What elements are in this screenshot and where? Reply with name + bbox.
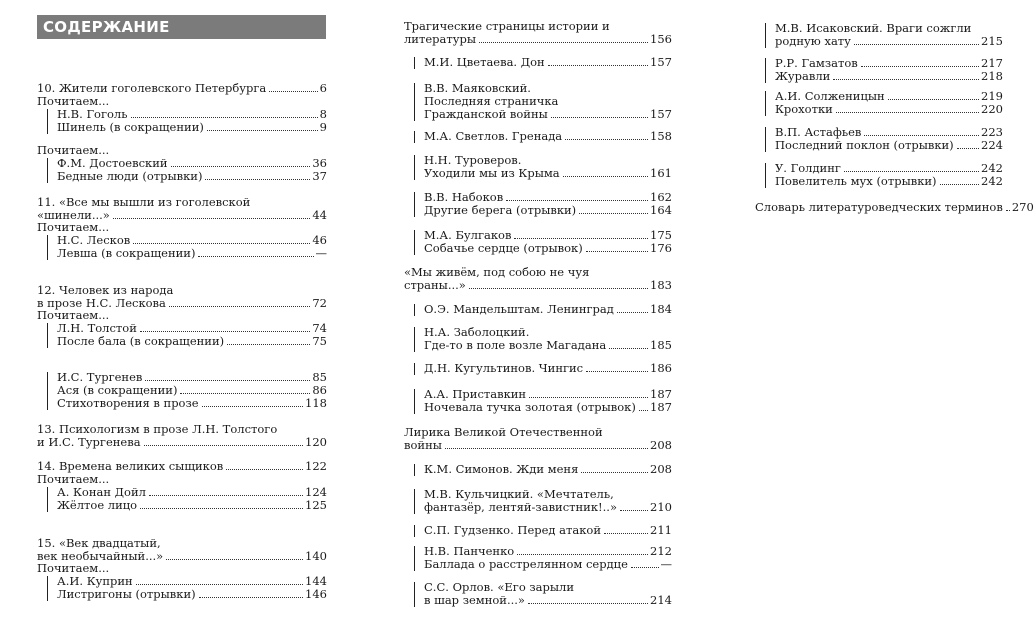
margin-bar bbox=[47, 158, 48, 183]
page-number: 162 bbox=[650, 190, 672, 204]
page-number: 176 bbox=[650, 241, 672, 255]
dot-leader bbox=[586, 251, 648, 252]
page-number: 157 bbox=[650, 107, 672, 121]
toc-entry-title: У. Голдинг bbox=[775, 161, 841, 175]
dot-leader bbox=[639, 410, 648, 411]
page-number: 44 bbox=[312, 208, 327, 222]
dot-leader bbox=[836, 112, 979, 113]
page-number: 175 bbox=[650, 228, 672, 242]
dot-leader bbox=[609, 348, 648, 349]
margin-bar bbox=[47, 576, 48, 601]
toc-entry bbox=[37, 537, 327, 563]
page-number: 37 bbox=[312, 169, 327, 183]
toc-entry bbox=[37, 157, 327, 183]
toc-entry-title: Собачье сердце (отрывок) bbox=[424, 241, 583, 255]
toc-entry-title: А.И. Куприн bbox=[57, 574, 133, 588]
page-title: СОДЕРЖАНИЕ bbox=[37, 15, 326, 39]
dot-leader bbox=[565, 139, 648, 140]
page-number: 242 bbox=[981, 161, 1003, 175]
toc-entry-title: С.П. Гудзенко. Перед атакой bbox=[424, 523, 602, 537]
toc-entry bbox=[37, 322, 327, 348]
dot-leader bbox=[529, 397, 648, 398]
dot-leader bbox=[445, 448, 648, 449]
dot-leader bbox=[144, 445, 304, 446]
toc-entry bbox=[404, 20, 672, 46]
dot-leader bbox=[140, 508, 303, 509]
toc-entry-title: 12. Человек из народа bbox=[37, 283, 174, 297]
margin-bar bbox=[765, 23, 766, 48]
page-number: 211 bbox=[650, 523, 672, 537]
toc-entry bbox=[755, 126, 1003, 152]
page-number: 224 bbox=[981, 138, 1003, 152]
page-number: 72 bbox=[312, 296, 327, 310]
toc-line bbox=[404, 463, 672, 476]
toc-entry-title: М.А. Светлов. Гренада bbox=[424, 129, 563, 143]
page-number: 156 bbox=[650, 32, 672, 46]
page-number: 210 bbox=[650, 500, 672, 514]
toc-line bbox=[404, 594, 672, 607]
toc-entry-title: Шинель (в сокращении) bbox=[57, 120, 204, 134]
dot-leader bbox=[133, 243, 310, 244]
page-number: 118 bbox=[305, 396, 327, 410]
toc-entry-title: страны...» bbox=[404, 278, 466, 292]
toc-entry-title: «шинели...» bbox=[37, 208, 110, 222]
page-number: 186 bbox=[650, 361, 672, 375]
dot-leader bbox=[226, 469, 303, 470]
toc-line bbox=[37, 170, 327, 183]
toc-entry-title: 10. Жители гоголевского Петербурга bbox=[37, 81, 267, 95]
margin-bar bbox=[414, 230, 415, 255]
margin-bar bbox=[414, 525, 415, 537]
margin-bar bbox=[414, 546, 415, 571]
margin-bar bbox=[414, 389, 415, 414]
toc-entry-title: Левша (в сокращении) bbox=[57, 246, 196, 260]
toc-entry bbox=[37, 196, 327, 222]
toc-entry-title: «Мы живём, под собою не чуя bbox=[404, 265, 590, 279]
margin-bar bbox=[414, 489, 415, 514]
toc-entry-title: В.П. Астафьев bbox=[775, 125, 862, 139]
toc-entry-title: О.Э. Мандельштам. Ленинград bbox=[424, 302, 614, 316]
toc-line bbox=[755, 200, 1034, 214]
page-number: 217 bbox=[981, 56, 1003, 70]
page-number: 86 bbox=[312, 383, 327, 397]
toc-line bbox=[37, 436, 327, 449]
toc-entry-title: С.С. Орлов. «Его зарыли bbox=[424, 580, 575, 594]
page-number: 220 bbox=[981, 102, 1003, 116]
section-label: Почитаем... bbox=[37, 472, 110, 486]
toc-line bbox=[404, 339, 672, 352]
toc-entry bbox=[404, 56, 672, 69]
page-number: 124 bbox=[305, 485, 327, 499]
page-number: 218 bbox=[981, 69, 1003, 83]
toc-entry-title: Баллада о расстрелянном сердце bbox=[424, 557, 628, 571]
toc-entry-title: М.А. Булгаков bbox=[424, 228, 512, 242]
dot-leader bbox=[171, 166, 311, 167]
section-label: Почитаем... bbox=[37, 143, 110, 157]
section-label: Почитаем... bbox=[37, 561, 110, 575]
toc-entry-title: К.М. Симонов. Жди меня bbox=[424, 462, 579, 476]
toc-entry-title: Н.В. Панченко bbox=[424, 544, 515, 558]
toc-line bbox=[37, 335, 327, 348]
dot-leader bbox=[548, 65, 648, 66]
toc-line bbox=[37, 397, 327, 410]
page-number: 164 bbox=[650, 203, 672, 217]
margin-bar bbox=[414, 57, 415, 69]
toc-entry bbox=[404, 303, 672, 316]
dot-leader bbox=[517, 554, 648, 555]
page-number: 187 bbox=[650, 387, 672, 401]
toc-entry-title: 14. Времена великих сыщиков bbox=[37, 459, 224, 473]
toc-entry-title: век необычайный...» bbox=[37, 549, 164, 563]
toc-entry bbox=[404, 154, 672, 180]
toc-entry bbox=[37, 575, 327, 601]
toc-entry bbox=[404, 326, 672, 352]
toc-line bbox=[404, 33, 672, 46]
margin-bar bbox=[765, 91, 766, 116]
toc-line bbox=[404, 108, 672, 121]
toc-entry-title: Другие берега (отрывки) bbox=[424, 203, 577, 217]
page-number: 223 bbox=[981, 125, 1003, 139]
dot-leader bbox=[888, 99, 979, 100]
dot-leader bbox=[586, 371, 648, 372]
toc-line bbox=[404, 362, 672, 375]
section-label: Почитаем... bbox=[37, 220, 110, 234]
toc-entry bbox=[755, 200, 1034, 214]
dot-leader bbox=[563, 176, 648, 177]
toc-line bbox=[404, 524, 672, 537]
toc-entry-title: Трагические страницы истории и bbox=[404, 19, 610, 33]
page-number: 36 bbox=[312, 156, 327, 170]
toc-entry-title: Повелитель мух (отрывки) bbox=[775, 174, 937, 188]
dot-leader bbox=[581, 472, 648, 473]
margin-bar bbox=[414, 582, 415, 607]
dot-leader bbox=[149, 495, 303, 496]
page-number: 214 bbox=[650, 593, 672, 607]
toc-line bbox=[404, 204, 672, 217]
toc-entry-title: В.В. Набоков bbox=[424, 190, 504, 204]
page-number: 125 bbox=[305, 498, 327, 512]
margin-bar bbox=[47, 323, 48, 348]
margin-bar bbox=[414, 327, 415, 352]
page-number: 144 bbox=[305, 574, 327, 588]
toc-line bbox=[755, 70, 1003, 83]
page-number: 74 bbox=[312, 321, 327, 335]
dot-leader bbox=[166, 559, 303, 560]
dot-leader bbox=[269, 91, 317, 92]
toc-entry-title: М.В. Кульчицкий. «Мечтатель, bbox=[424, 487, 614, 501]
margin-bar bbox=[765, 163, 766, 188]
toc-entry-title: Листригоны (отрывки) bbox=[57, 587, 196, 601]
dot-leader bbox=[479, 42, 648, 43]
toc-entry-title: родную хату bbox=[775, 34, 851, 48]
toc-entry-title: И.С. Тургенев bbox=[57, 370, 143, 384]
section-label: Почитаем... bbox=[37, 94, 110, 108]
toc-entry-title: 11. «Все мы вышли из гоголевской bbox=[37, 195, 251, 209]
toc-entry bbox=[404, 82, 672, 121]
margin-bar bbox=[414, 464, 415, 476]
toc-entry-title: 13. Психологизм в прозе Л.Н. Толстого bbox=[37, 422, 278, 436]
toc-entry-title: Н.Н. Туроверов. bbox=[424, 153, 522, 167]
toc-line bbox=[404, 279, 672, 292]
toc-line bbox=[404, 303, 672, 316]
toc-entry-title: 15. «Век двадцатый, bbox=[37, 536, 161, 550]
dot-leader bbox=[833, 79, 979, 80]
toc-line bbox=[404, 167, 672, 180]
toc-entry-title: Ночевала тучка золотая (отрывок) bbox=[424, 400, 636, 414]
dot-leader bbox=[579, 213, 648, 214]
toc-entry bbox=[755, 57, 1003, 83]
dot-leader bbox=[469, 288, 648, 289]
dot-leader bbox=[844, 171, 979, 172]
toc-line bbox=[404, 439, 672, 452]
page-number: 242 bbox=[981, 174, 1003, 188]
margin-bar bbox=[414, 131, 415, 143]
toc-entry-title: Н.С. Лесков bbox=[57, 233, 131, 247]
toc-line bbox=[404, 242, 672, 255]
page-number: 270 bbox=[1011, 200, 1034, 214]
toc-line bbox=[404, 501, 672, 514]
page-number: 184 bbox=[650, 302, 672, 316]
toc-entry bbox=[404, 488, 672, 514]
toc-entry bbox=[404, 463, 672, 476]
page-number: — bbox=[315, 246, 327, 260]
toc-line bbox=[37, 588, 327, 601]
dot-leader bbox=[864, 135, 979, 136]
dot-leader bbox=[514, 238, 648, 239]
toc-entry bbox=[755, 90, 1003, 116]
margin-bar bbox=[47, 235, 48, 260]
margin-bar bbox=[414, 83, 415, 121]
dot-leader bbox=[854, 44, 979, 45]
toc-entry-title: литературы bbox=[404, 32, 476, 46]
toc-entry bbox=[404, 545, 672, 571]
toc-entry-title: Последняя страничка bbox=[424, 94, 559, 108]
toc-entry-title: и И.С. Тургенева bbox=[37, 435, 141, 449]
dot-leader bbox=[227, 344, 310, 345]
toc-entry bbox=[404, 426, 672, 452]
toc-entry-title: Журавли bbox=[775, 69, 831, 83]
toc-entry-title: М.И. Цветаева. Дон bbox=[424, 55, 545, 69]
toc-entry bbox=[404, 130, 672, 143]
dot-leader bbox=[145, 380, 310, 381]
toc-entry bbox=[404, 229, 672, 255]
toc-entry bbox=[404, 388, 672, 414]
toc-entry-title: А.А. Приставкин bbox=[424, 387, 527, 401]
toc-entry-title: Последний поклон (отрывки) bbox=[775, 138, 954, 152]
page-number: 208 bbox=[650, 462, 672, 476]
dot-leader bbox=[205, 179, 310, 180]
dot-leader bbox=[940, 184, 980, 185]
dot-leader bbox=[113, 218, 311, 219]
toc-line bbox=[404, 401, 672, 414]
toc-line bbox=[37, 247, 327, 260]
toc-entry bbox=[37, 284, 327, 310]
margin-bar bbox=[765, 127, 766, 152]
toc-entry-title: Р.Р. Гамзатов bbox=[775, 56, 858, 70]
dot-leader bbox=[136, 584, 303, 585]
page-number: 208 bbox=[650, 438, 672, 452]
margin-bar bbox=[47, 372, 48, 410]
dot-leader bbox=[957, 148, 979, 149]
toc-entry-title: М.В. Исаковский. Враги сожгли bbox=[775, 21, 972, 35]
dot-leader bbox=[198, 256, 313, 257]
dot-leader bbox=[617, 312, 648, 313]
page-number: 46 bbox=[312, 233, 327, 247]
page-number: 183 bbox=[650, 278, 672, 292]
dot-leader bbox=[199, 597, 303, 598]
page-number: 85 bbox=[312, 370, 327, 384]
toc-entry-title: Д.Н. Кугультинов. Чингис bbox=[424, 361, 584, 375]
toc-entry-title: Где-то в поле возле Магадана bbox=[424, 338, 607, 352]
margin-bar bbox=[47, 109, 48, 134]
toc-entry bbox=[404, 191, 672, 217]
page-number: 219 bbox=[981, 89, 1003, 103]
toc-entry bbox=[37, 371, 327, 410]
page-number: 146 bbox=[305, 587, 327, 601]
toc-entry-title: Уходили мы из Крыма bbox=[424, 166, 560, 180]
toc-entry bbox=[755, 22, 1003, 48]
toc-entry-title: А. Конан Дойл bbox=[57, 485, 146, 499]
toc-line bbox=[755, 103, 1003, 116]
toc-entry-title: Словарь литературоведческих терминов bbox=[755, 200, 1003, 214]
toc-entry-title: Лирика Великой Отечественной bbox=[404, 425, 603, 439]
dot-leader bbox=[131, 117, 318, 118]
dot-leader bbox=[1006, 210, 1010, 211]
toc-entry bbox=[37, 423, 327, 449]
dot-leader bbox=[620, 510, 648, 511]
toc-entry-title: Л.Н. Толстой bbox=[57, 321, 137, 335]
toc-entry-title: После бала (в сокращении) bbox=[57, 334, 225, 348]
section-label: Почитаем... bbox=[37, 308, 110, 322]
margin-bar bbox=[765, 58, 766, 83]
page-number: 120 bbox=[305, 435, 327, 449]
page-number: 140 bbox=[305, 549, 327, 563]
toc-entry bbox=[755, 162, 1003, 188]
toc-line bbox=[404, 558, 672, 571]
toc-entry-title: войны bbox=[404, 438, 442, 452]
dot-leader bbox=[528, 603, 648, 604]
toc-entry bbox=[404, 524, 672, 537]
page-number: 9 bbox=[319, 120, 327, 134]
dot-leader bbox=[202, 406, 303, 407]
dot-leader bbox=[551, 117, 648, 118]
toc-line bbox=[755, 35, 1003, 48]
dot-leader bbox=[861, 66, 979, 67]
page-number: 212 bbox=[650, 544, 672, 558]
toc-entry-title: в прозе Н.С. Лескова bbox=[37, 296, 166, 310]
toc-line bbox=[404, 130, 672, 143]
margin-bar bbox=[414, 192, 415, 217]
page-number: 158 bbox=[650, 129, 672, 143]
dot-leader bbox=[180, 393, 310, 394]
toc-entry-title: Н.А. Заболоцкий. bbox=[424, 325, 530, 339]
toc-entry bbox=[37, 234, 327, 260]
margin-bar bbox=[414, 304, 415, 316]
margin-bar bbox=[414, 155, 415, 180]
toc-line bbox=[755, 175, 1003, 188]
toc-line bbox=[37, 499, 327, 512]
dot-leader bbox=[169, 306, 310, 307]
margin-bar bbox=[414, 363, 415, 375]
toc-line bbox=[755, 139, 1003, 152]
toc-entry-title: в шар земной...» bbox=[424, 593, 525, 607]
toc-entry-title: А.И. Солженицын bbox=[775, 89, 885, 103]
dot-leader bbox=[631, 567, 659, 568]
dot-leader bbox=[604, 533, 648, 534]
page-number: 8 bbox=[319, 107, 327, 121]
toc-entry-title: Бедные люди (отрывки) bbox=[57, 169, 203, 183]
toc-entry-title: В.В. Маяковский. bbox=[424, 81, 531, 95]
page-number: 185 bbox=[650, 338, 672, 352]
dot-leader bbox=[140, 331, 310, 332]
page-number: 161 bbox=[650, 166, 672, 180]
toc-entry-title: Крохотки bbox=[775, 102, 833, 116]
toc-entry bbox=[404, 266, 672, 292]
toc-line bbox=[404, 56, 672, 69]
toc-entry-title: Ася (в сокращении) bbox=[57, 383, 178, 397]
toc-entry-title: Стихотворения в прозе bbox=[57, 396, 199, 410]
page-number: 75 bbox=[312, 334, 327, 348]
toc-entry-title: Ф.М. Достоевский bbox=[57, 156, 168, 170]
page-number: 6 bbox=[319, 81, 327, 95]
page-number: 157 bbox=[650, 55, 672, 69]
dot-leader bbox=[207, 130, 318, 131]
toc-entry bbox=[404, 362, 672, 375]
toc-entry bbox=[37, 486, 327, 512]
toc-line bbox=[404, 426, 672, 439]
toc-entry-title: Гражданской войны bbox=[424, 107, 548, 121]
toc-entry bbox=[404, 581, 672, 607]
page-number: 187 bbox=[650, 400, 672, 414]
page-number: 122 bbox=[305, 459, 327, 473]
toc-entry-title: фантазёр, лентяй-завистник!..» bbox=[424, 500, 617, 514]
toc-entry-title: Н.В. Гоголь bbox=[57, 107, 128, 121]
dot-leader bbox=[506, 200, 648, 201]
page-number: 215 bbox=[981, 34, 1003, 48]
toc-entry-title: Жёлтое лицо bbox=[57, 498, 138, 512]
toc-entry bbox=[37, 108, 327, 134]
page-number: — bbox=[660, 557, 672, 571]
toc-line bbox=[37, 121, 327, 134]
margin-bar bbox=[47, 487, 48, 512]
